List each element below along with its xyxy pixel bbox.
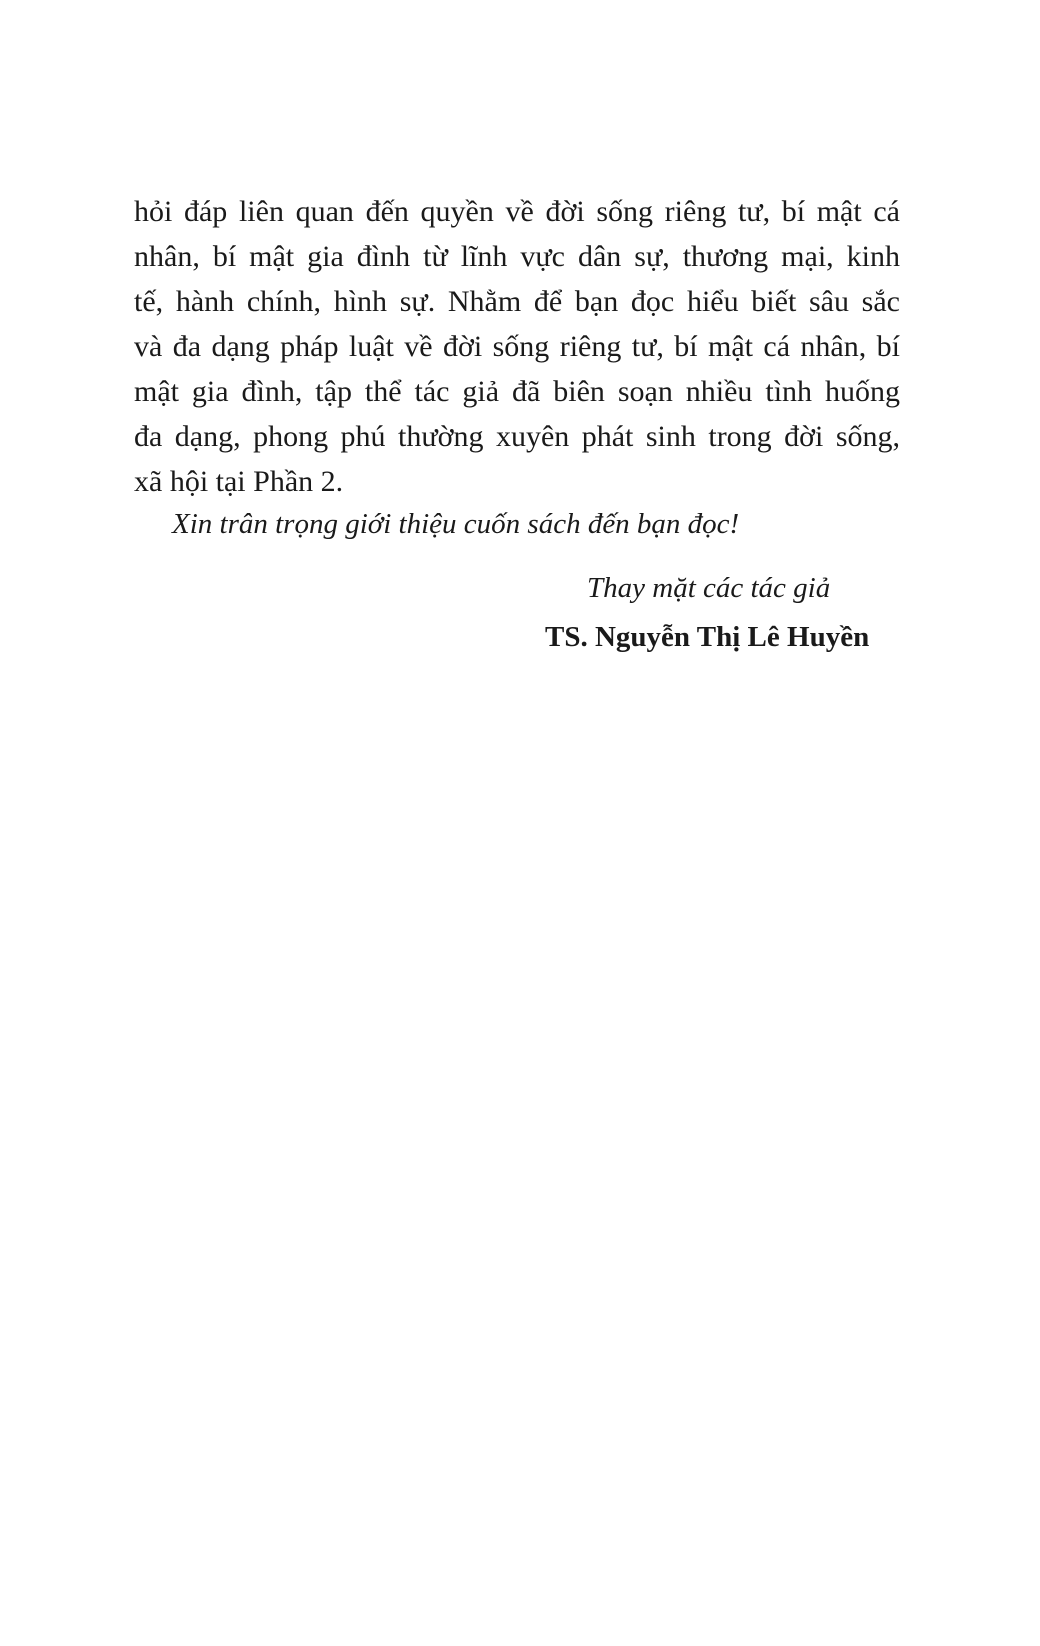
signature-role: Thay mặt các tác giả — [587, 572, 831, 604]
body-line-3: tế, hành chính, hình sự. Nhằm để bạn đọc hiểu biết sâu sắc — [134, 285, 900, 318]
body-line-7: xã hội tại Phần 2. — [134, 465, 344, 498]
body-line-5: mật gia đình, tập thể tác giả đã biên soạn nhiều tình huống — [134, 375, 900, 408]
closing-line: Xin trân trọng giới thiệu cuốn sách đến bạn đọc! — [172, 508, 740, 540]
body-line-4: và đa dạng pháp luật về đời sống riêng tư, bí mật cá nhân, bí — [134, 330, 900, 363]
signature-name: TS. Nguyễn Thị Lê Huyền — [545, 621, 870, 653]
body-line-2: nhân, bí mật gia đình từ lĩnh vực dân sự, thương mại, kinh — [134, 240, 900, 273]
body-paragraph — [134, 189, 900, 504]
body-line-1: hỏi đáp liên quan đến quyền về đời sống riêng tư, bí mật cá — [134, 195, 900, 228]
body-line-6: đa dạng, phong phú thường xuyên phát sinh trong đời sống, — [134, 420, 900, 453]
